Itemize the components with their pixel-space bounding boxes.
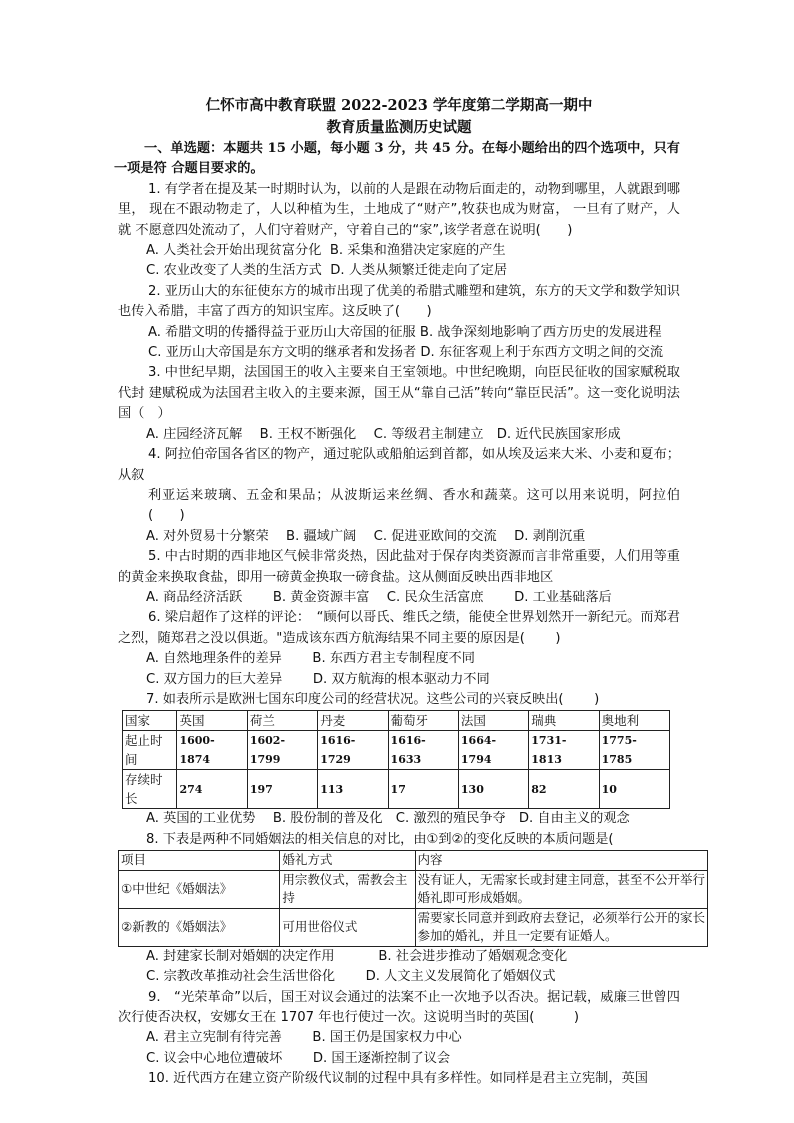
question-6-stem: 6. 梁启超作了这样的评论： “顾何以哥氏、维氏之绩，能使全世界划然开一新纪元。而郑君之烈，随郑君之没以俱逝。"造成该东西方航海结果不同主要的原因是( ) bbox=[118, 610, 680, 646]
table-cell: 197 bbox=[247, 770, 317, 809]
question-10-stem: 10. 近代西方在建立资产阶级代议制的过程中具有多样性。如同样是君主立宪制，英国 bbox=[148, 1071, 648, 1087]
question-9-stem: 9. “光荣革命”以后，国王对议会通过的法案不止一次地予以否决。据记载，威廉三世曾四次行使否决权，安娜女王在 1707 年也行使过一次。这说明当时的英国( ) bbox=[118, 989, 680, 1025]
table-cell: 内容 bbox=[415, 851, 708, 871]
question-8-options-cd[interactable]: C. 宗教改革推动社会生活世俗化 D. 人文主义发展简化了婚姻仪式 bbox=[146, 969, 556, 985]
question-1-options-ab bbox=[118, 241, 680, 261]
table-cell: 1664-1794 bbox=[458, 731, 528, 770]
table-row bbox=[119, 851, 708, 871]
table-cell: 项目 bbox=[119, 851, 280, 871]
table-cell: 起止时间 bbox=[123, 731, 177, 770]
marriage-law-table bbox=[118, 850, 708, 947]
question-1-option-a[interactable]: A. 人类社会开始出现贫富分化 bbox=[146, 243, 322, 259]
table-cell: 葡萄牙 bbox=[388, 711, 458, 731]
table-cell: 英国 bbox=[177, 711, 247, 731]
question-1-option-d[interactable]: D. 人类从频繁迁徙走向了定居 bbox=[330, 263, 508, 279]
section-heading: 一、单选题：本题共 15 小题，每小题 3 分，共 45 分。在每小题给出的四个选项中，只有一项是符 合题目要求的。 bbox=[114, 141, 680, 177]
question-9-options-ab[interactable]: A. 君主立宪制有待完善 B. 国王仍是国家权力中心 bbox=[146, 1030, 462, 1046]
table-cell: 可用世俗仪式 bbox=[280, 908, 415, 946]
exam-page bbox=[114, 95, 706, 1090]
table-row bbox=[123, 711, 670, 731]
table-cell: ①中世纪《婚姻法》 bbox=[119, 870, 280, 908]
table-cell: 奥地利 bbox=[599, 711, 669, 731]
table-cell: 用宗教仪式，需教会主持 bbox=[280, 870, 415, 908]
question-2-options-ab[interactable]: A. 希腊文明的传播得益于亚历山大帝国的征服 B. 战争深刻地影响了西方历史的发展进程 bbox=[148, 324, 662, 340]
table-cell: 没有证人，无需家长或封建主同意，甚至不公开举行婚礼即可形成婚姻。 bbox=[415, 870, 708, 908]
table-cell: 1616-1729 bbox=[318, 731, 388, 770]
question-4-stem-line2: 利亚运来玻璃、五金和果品；从波斯运来丝绸、香水和蔬菜。这可以用来说明，阿拉伯( ) bbox=[148, 487, 680, 524]
table-cell: 17 bbox=[388, 770, 458, 809]
question-4-stem-line1: 4. 阿拉伯帝国各省区的物产，通过驼队或船舶运到首都，如从埃及运来大米、小麦和夏布；从叙 bbox=[118, 447, 680, 483]
table-cell: 113 bbox=[318, 770, 388, 809]
table-cell: 1731-1813 bbox=[529, 731, 599, 770]
question-5-options[interactable]: A. 商品经济活跃 B. 黄金资源丰富 C. 民众生活富庶 D. 工业基础落后 bbox=[146, 589, 612, 605]
question-9-options-cd[interactable]: C. 议会中心地位遭破坏 D. 国王逐渐控制了议会 bbox=[146, 1050, 451, 1066]
table-cell: 丹麦 bbox=[318, 711, 388, 731]
question-6-options-ab[interactable]: A. 自然地理条件的差异 B. 东西方君主专制程度不同 bbox=[146, 651, 475, 667]
exam-title-line1: 仁怀市高中教育联盟 2022-2023 学年度第二学期高一期中 bbox=[205, 97, 593, 114]
table-cell: 婚礼方式 bbox=[280, 851, 415, 871]
table-row bbox=[119, 870, 708, 908]
question-1-option-b[interactable]: B. 采集和渔猎决定家庭的产生 bbox=[329, 243, 506, 259]
question-7-stem: 7. 如表所示是欧洲七国东印度公司的经营状况。这些公司的兴衰反映出( ) bbox=[146, 691, 600, 707]
question-6-options-cd[interactable]: C. 双方国力的巨大差异 D. 双方航海的根本驱动力不同 bbox=[146, 671, 490, 687]
question-2-stem: 2. 亚历山大的东征使东方的城市出现了优美的希腊式雕塑和建筑，东方的天文学和数学知识也传入希腊，丰富了西方的知识宝库。这反映了( ) bbox=[118, 283, 680, 320]
table-cell: 82 bbox=[529, 770, 599, 809]
table-cell: 130 bbox=[458, 770, 528, 809]
table-row bbox=[123, 731, 670, 770]
exam-title-line2: 教育质量监测历史试题 bbox=[326, 119, 472, 136]
table-cell: 需要家长同意并到政府去登记，必须举行公开的家长参加的婚礼，并且一定要有证婚人。 bbox=[415, 908, 708, 946]
table-cell: 国家 bbox=[123, 711, 177, 731]
table-cell: 荷兰 bbox=[247, 711, 317, 731]
question-5-stem: 5. 中古时期的西非地区气候非常炎热，因此盐对于保存肉类资源而言非常重要，人们用等重的黄金来换取食盐，即用一磅黄金换取一磅食盐。这从侧面反映出西非地区 bbox=[118, 549, 680, 585]
table-cell: 10 bbox=[599, 770, 669, 809]
question-1-options-cd bbox=[118, 261, 680, 281]
table-cell: 1602-1799 bbox=[247, 731, 317, 770]
table-cell: 瑞典 bbox=[529, 711, 599, 731]
question-1-stem: 1. 有学者在提及某一时期时认为，以前的人是跟在动物后面走的，动物到哪里，人就跟到哪里， 现在不跟动物走了，人以种植为生，土地成了“财产”,牧获也成为财富， 一旦有了财产，人就 不愿意四处流动了，人们守着财产，守着自己的“家”,该学者意在说明( ) bbox=[118, 181, 680, 238]
question-4-options[interactable]: A. 对外贸易十分繁荣 B. 疆域广阔 C. 促进亚欧间的交流 D. 剥削沉重 bbox=[146, 528, 586, 544]
question-3-stem: 3. 中世纪早期，法国国王的收入主要来自王室领地。中世纪晚期，向臣民征收的国家赋税取代封 建赋税成为法国君主收入的主要来源，国王从“靠自己活”转向“靠臣民活”。这一变化说明法国（ ） bbox=[118, 365, 680, 422]
table-cell: ②新教的《婚姻法》 bbox=[119, 908, 280, 946]
question-8-stem: 8. 下表是两种不同婚姻法的相关信息的对比，由①到②的变化反映的本质问题是( bbox=[146, 831, 614, 847]
table-cell: 1616-1633 bbox=[388, 731, 458, 770]
table-row bbox=[119, 908, 708, 946]
table-cell: 1600-1874 bbox=[177, 731, 247, 770]
table-cell: 1775-1785 bbox=[599, 731, 669, 770]
company-table bbox=[122, 710, 670, 809]
question-1-option-c[interactable]: C. 农业改变了人类的生活方式 bbox=[146, 263, 322, 279]
table-row bbox=[123, 770, 670, 809]
table-cell: 274 bbox=[177, 770, 247, 809]
question-3-options[interactable]: A. 庄园经济瓦解 B. 王权不断强化 C. 等级君主制建立 D. 近代民族国家形成 bbox=[146, 426, 621, 442]
question-7-options[interactable]: A. 英国的工业优势 B. 股份制的普及化 C. 激烈的殖民争夺 D. 自由主义的观念 bbox=[146, 811, 630, 827]
table-cell: 存续时长 bbox=[123, 770, 177, 809]
question-8-options-ab[interactable]: A. 封建家长制对婚姻的决定作用 B. 社会进步推动了婚姻观念变化 bbox=[146, 948, 568, 964]
table-cell: 法国 bbox=[458, 711, 528, 731]
question-2-options-cd[interactable]: C. 亚历山大帝国是东方文明的继承者和发扬者 D. 东征客观上利于东西方文明之间的交流 bbox=[148, 345, 664, 361]
